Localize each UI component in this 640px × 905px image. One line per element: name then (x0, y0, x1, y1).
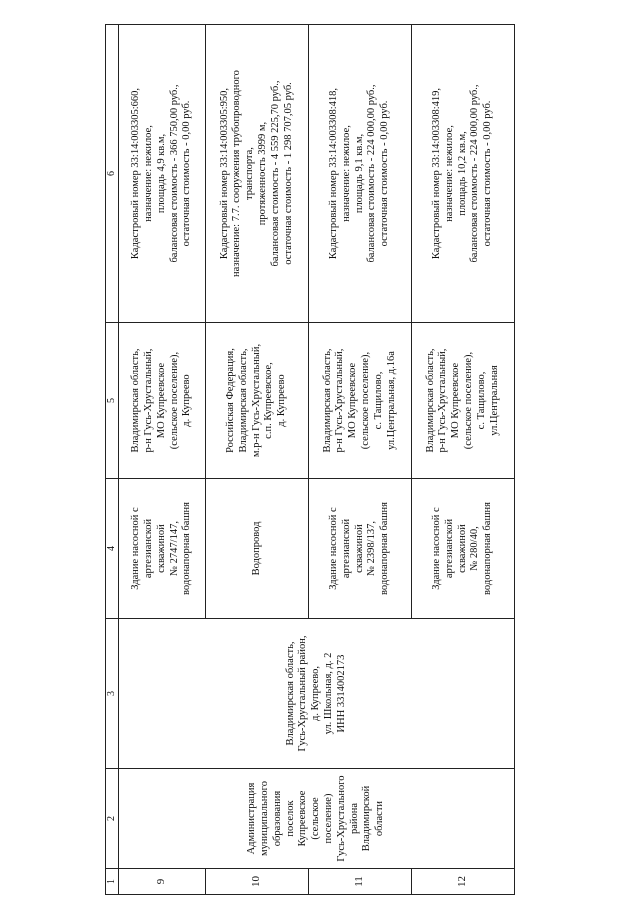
column-header-2: 2 (106, 769, 119, 869)
column-header-1: 1 (106, 869, 119, 895)
column-header-5: 5 (106, 323, 119, 479)
row-number: 12 (411, 869, 514, 895)
row-number: 9 (119, 869, 206, 895)
object-name: Водопровод (206, 479, 309, 619)
table-row (119, 25, 206, 895)
row-number: 11 (309, 869, 412, 895)
object-name: Здание насосной с артезианской скважиной № 2747/147, водонапорная башня (119, 479, 206, 619)
row-number: 10 (206, 869, 309, 895)
object-details: Кадастровый номер 33:14:003305:950, назначение: 7.7. сооружения трубопроводного транспорта, протяженность 3999 м, балансовая стоимость - 4 559 225,70 руб., остаточная стоимость - 1 298 707,05 руб. (206, 25, 309, 323)
header-row (106, 25, 119, 895)
object-details: Кадастровый номер 33:14:003308:419, назначение: нежилое, площадь 10,2 кв.м, балансовая стоимость - 224 000,00 руб., остаточная стоимость - 0,00 руб. (411, 25, 514, 323)
rotated-table-wrapper (105, 25, 515, 895)
object-location: Владимирская область, р-н Гусь-Хрустальный, МО Купреевское (сельское поселение), с. Тащилово, ул.Центральная (411, 323, 514, 479)
column-header-3: 3 (106, 619, 119, 769)
object-name: Здание насосной с артезианской скважиной № 280/40, водонапорная башня (411, 479, 514, 619)
holder-address: Владимирская область, Гусь-Хрустальный район, д. Купреево, ул. Школьная, д. 2 ИНН 3314002173 (119, 619, 515, 769)
object-location: Российская Федерация, Владимирская область, м.р-н Гусь-Хрустальный, с.п. Купреевское, д. Купреево (206, 323, 309, 479)
object-details: Кадастровый номер 33:14:003308:418, назначение: нежилое, площадь 9,1 кв.м, балансовая стоимость - 224 000,00 руб., остаточная стоимость - 0,00 руб. (309, 25, 412, 323)
column-header-6: 6 (106, 25, 119, 323)
object-details: Кадастровый номер 33:14:003305:660, назначение: нежилое, площадь 4,9 кв.м, балансовая стоимость - 366 750,00 руб., остаточная стоимость - 0,00 руб. (119, 25, 206, 323)
object-location: Владимирская область, р-н Гусь-Хрустальный, МО Купреевское (сельское поселение), д. Купреево (119, 323, 206, 479)
object-location: Владимирская область, р-н Гусь-Хрустальный, МО Купреевское (сельское поселение), с. Тащилово, ул.Центральная, д.16а (309, 323, 412, 479)
holder-name: Администрация муниципального образования поселок Купреевское (сельское поселение) Гусь-Хрустального района Владимирской области (119, 769, 515, 869)
object-name: Здание насосной с артезианской скважиной № 2398/137, водонапорная башня (309, 479, 412, 619)
column-header-4: 4 (106, 479, 119, 619)
property-table (105, 24, 515, 895)
